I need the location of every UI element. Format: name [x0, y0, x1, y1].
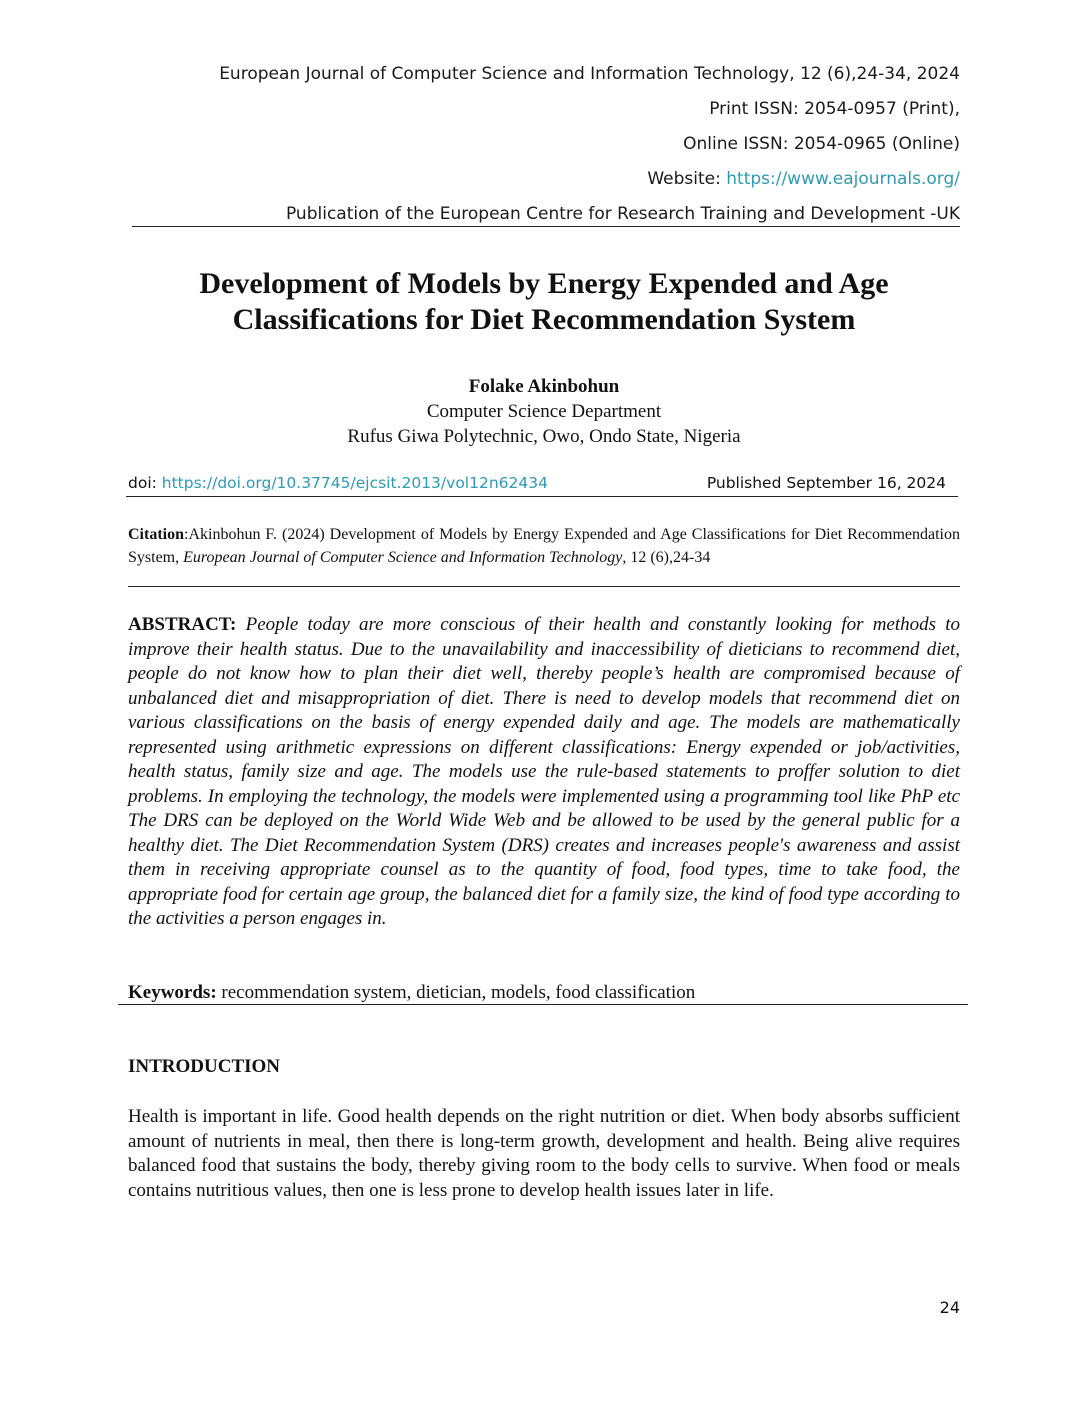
page-number: 24: [939, 1298, 960, 1317]
doi-rule: [126, 496, 958, 497]
keywords-label: Keywords:: [128, 982, 217, 1003]
abstract-label: ABSTRACT:: [128, 614, 237, 635]
author-name: Folake Akinbohun: [468, 376, 620, 397]
introduction-paragraph: Health is important in life. Good health depends on the right nutrition or diet. When body absorbs sufficient amount of nutrients in meal, then there is long-term growth, development and health. Being alive requires balanced food that sustains the body, thereby giving room to the body cells to survive. When food or meals contains nutritious values, then one is less prone to develop health issues later in life.: [128, 1106, 960, 1201]
citation: [128, 523, 960, 569]
website-line: [647, 169, 960, 189]
abstract: [128, 613, 960, 932]
keywords-rule: [118, 1004, 968, 1005]
header-rule: [132, 226, 960, 227]
publisher-line: Publication of the European Centre for Research Training and Development -UK: [285, 204, 960, 224]
doi-label: doi:: [128, 474, 162, 492]
citation-pages: , 12 (6),24-34: [622, 549, 711, 566]
citation-text: :Akinbohun F. (2024) Development of Models by Energy Expended and Age Classifications for Diet Recommendation System,: [128, 526, 960, 566]
journal-line: European Journal of Computer Science and Information Technology, 12 (6),24-34, 2024: [219, 64, 960, 84]
website-label: Website:: [647, 169, 727, 189]
citation-journal: European Journal of Computer Science and Information Technology: [183, 549, 623, 566]
doi-link[interactable]: https://doi.org/10.37745/ejcsit.2013/vol12n62434: [161, 474, 548, 492]
keywords-text: recommendation system, dietician, models, food classification: [216, 982, 696, 1003]
author-institution: Rufus Giwa Polytechnic, Owo, Ondo State, Nigeria: [347, 426, 741, 447]
paper-title: [0, 266, 1088, 338]
abstract-text: People today are more conscious of their health and constantly looking for methods to improve their health status. Due to the unavailability and inaccessibility of dieticians to recommend diet, people do not know how to plan their diet well, thereby people’s health are compromised because of unbalanced diet and misappropriation of diet. There is need to develop models that recommend diet on various classifications on the basis of energy expended daily and age. The models are mathematically represented using arithmetic expressions on different classifications: Energy expended or job/activities, health status, family size and age. The models use the rule-based statements to proffer solution to diet problems. In employing the technology, the models were implemented using a programming tool like PhP etc The DRS can be deployed on the World Wide Web and be allowed to be used by the general public for a healthy diet. The Diet Recommendation System (DRS) creates and increases people's awareness and assist them in receiving appropriate counsel as to the quantity of food, food types, time to take food, the appropriate food for certain age group, the balanced diet for a family size, the kind of food type according to the activities a person engages in.: [128, 614, 961, 929]
published-date: Published September 16, 2024: [706, 474, 946, 492]
print-issn: Print ISSN: 2054-0957 (Print),: [709, 99, 960, 119]
author-department: Computer Science Department: [426, 401, 662, 422]
keywords: [128, 982, 960, 1004]
title-line-2: Classifications for Diet Recommendation System: [232, 303, 856, 336]
citation-label: Citation: [128, 526, 184, 543]
website-link[interactable]: https://www.eajournals.org/: [726, 169, 960, 189]
citation-rule: [128, 586, 960, 587]
introduction-heading: INTRODUCTION: [128, 1056, 281, 1077]
doi-row: [128, 474, 946, 492]
online-issn: Online ISSN: 2054-0965 (Online): [683, 134, 960, 154]
title-line-1: Development of Models by Energy Expended and Age: [199, 267, 889, 300]
